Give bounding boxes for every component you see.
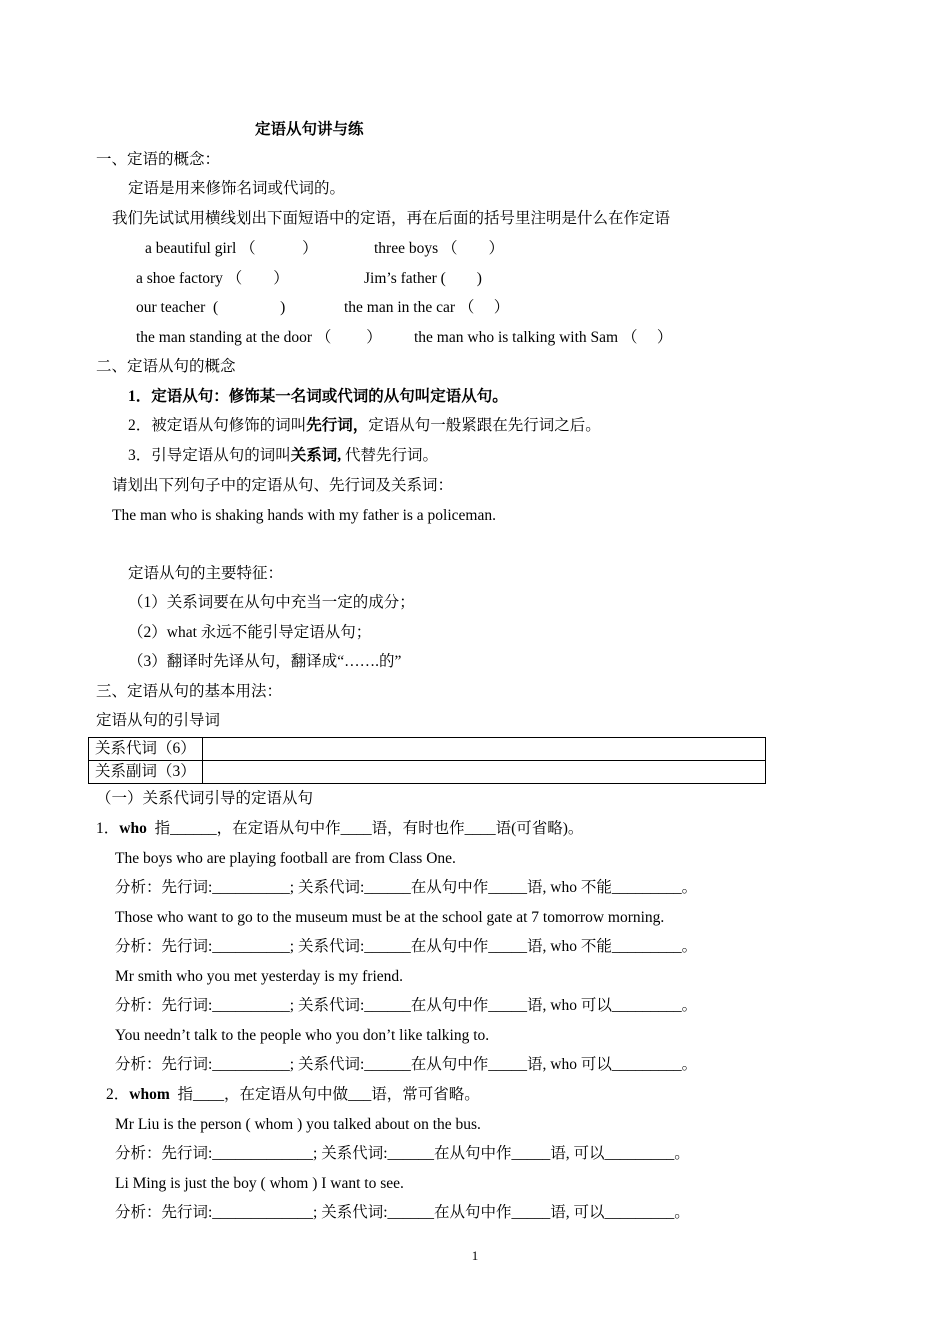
table-cell-value — [202, 738, 765, 761]
analysis-line: 分析：先行词:__________; 关系代词:______在从句中作_____语, who 不能_________。 — [115, 938, 698, 955]
table-cell-value — [202, 761, 765, 784]
example-sentence: Those who want to go to the museum must be at the school gate at 7 tomorrow morning. — [115, 909, 665, 926]
phrase-item: Jim’s father ( ) — [364, 270, 482, 287]
page-number: 1 — [471, 1248, 479, 1263]
exercise-sentence: The man who is shaking hands with my father is a policeman. — [112, 507, 496, 524]
concept-point-2 — [128, 416, 601, 436]
subsection-heading: （一）关系代词引导的定语从句 — [96, 790, 314, 807]
feature-item: （3）翻译时先译从句，翻译成“…….的” — [128, 653, 402, 670]
phrase-item: a shoe factory （ ） — [136, 270, 289, 287]
who-number: 1． — [96, 820, 120, 837]
section1-heading: 一、定语的概念： — [96, 151, 221, 168]
example-sentence: The boys who are playing football are from Class One. — [115, 850, 456, 867]
phrase-item: three boys （ ） — [374, 240, 505, 257]
definition-text: 定语是用来修饰名词或代词的。 — [128, 180, 346, 197]
instruction-text: 我们先试试用横线划出下面短语中的定语，再在后面的括号里注明是什么在作定语 — [112, 210, 671, 227]
phrase-item: a beautiful girl （ ） — [145, 240, 318, 257]
table-row — [89, 738, 766, 761]
phrase-item: our teacher ( ) — [136, 299, 286, 316]
term-antecedent: 先行词， — [306, 417, 369, 434]
whom-rule — [106, 1085, 480, 1105]
example-sentence: Li Ming is just the boy ( whom ) I want to see. — [115, 1175, 404, 1192]
introducer-table — [88, 737, 766, 784]
table-cell-key: 关系副词（3） — [89, 761, 203, 784]
table-caption: 定语从句的引导词 — [96, 712, 221, 729]
phrase-item: the man in the car （ ） — [344, 299, 510, 316]
section3-heading: 三、定语从句的基本用法： — [96, 683, 283, 700]
analysis-line: 分析：先行词:__________; 关系代词:______在从句中作_____语, who 可以_________。 — [115, 997, 698, 1014]
features-heading: 定语从句的主要特征： — [128, 565, 284, 582]
concept-point-3-tail: 代替先行词。 — [341, 447, 439, 464]
table-cell-key: 关系代词（6） — [89, 738, 203, 761]
term-relative-word: 关系词, — [290, 447, 342, 464]
section2-heading: 二、定语从句的概念 — [96, 358, 236, 375]
concept-point-2-tail: 定语从句一般紧跟在先行词之后。 — [368, 417, 601, 434]
analysis-line: 分析：先行词:__________; 关系代词:______在从句中作_____语, who 不能_________。 — [115, 879, 698, 896]
table-row — [89, 761, 766, 784]
whom-rule-text: 指____，在定语从句中做___语，常可省略。 — [169, 1086, 480, 1103]
exercise-prompt: 请划出下列句子中的定语从句、先行词及关系词： — [112, 477, 454, 494]
example-sentence: Mr smith who you met yesterday is my friend. — [115, 968, 403, 985]
who-rule — [96, 819, 583, 839]
feature-item: （2）what 永远不能引导定语从句； — [128, 624, 372, 641]
analysis-line: 分析：先行词:_____________; 关系代词:______在从句中作_____语, 可以_________。 — [115, 1204, 690, 1221]
analysis-line: 分析：先行词:__________; 关系代词:______在从句中作_____语, who 可以_________。 — [115, 1056, 698, 1073]
example-sentence: Mr Liu is the person ( whom ) you talked about on the bus. — [115, 1116, 481, 1133]
page-title: 定语从句讲与练 — [255, 121, 364, 138]
who-rule-text: 指______，在定语从句中作____语，有时也作____语(可省略)。 — [146, 820, 584, 837]
who-keyword: who — [119, 820, 147, 837]
whom-number: 2． — [106, 1086, 130, 1103]
example-sentence: You needn’t talk to the people who you don’t like talking to. — [115, 1027, 490, 1044]
concept-point-3 — [128, 446, 438, 466]
phrase-item: the man who is talking with Sam （ ） — [414, 329, 673, 346]
analysis-line: 分析：先行词:_____________; 关系代词:______在从句中作_____语, 可以_________。 — [115, 1145, 690, 1162]
phrase-item: the man standing at the door （ ） — [136, 329, 382, 346]
feature-item: （1）关系词要在从句中充当一定的成分； — [128, 594, 415, 611]
concept-point-1: 1．定语从句：修饰某一名词或代词的从句叫定语从句。 — [128, 388, 508, 405]
whom-keyword: whom — [129, 1086, 170, 1103]
concept-point-3-text: 3．引导定语从句的词叫 — [128, 447, 291, 464]
concept-point-2-text: 2．被定语从句修饰的词叫 — [128, 417, 307, 434]
